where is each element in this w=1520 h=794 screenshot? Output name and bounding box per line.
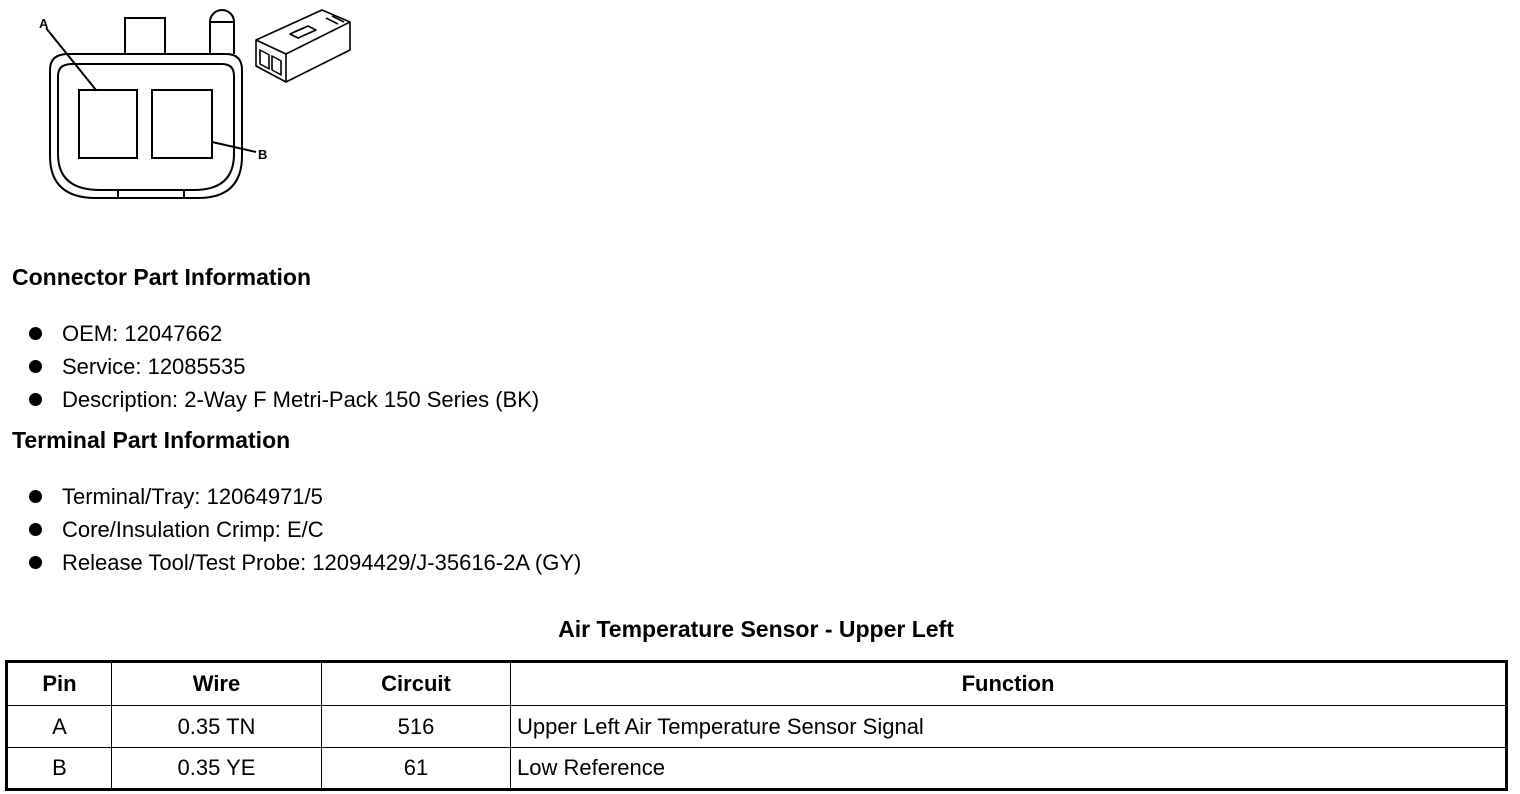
cell-wire: 0.35 TN: [112, 706, 322, 748]
connector-info-list: [28, 317, 539, 416]
cell-pin: A: [7, 706, 112, 748]
cell-circuit: 61: [322, 748, 511, 790]
column-header-function: Function: [511, 662, 1507, 706]
terminal-info-tray: [28, 480, 581, 513]
connector-info-heading: Connector Part Information: [12, 264, 312, 290]
list-item-text: Terminal/Tray: 12064971/5: [62, 484, 323, 509]
table-row: [7, 706, 1507, 748]
list-item-text: Service: 12085535: [62, 354, 246, 379]
connector-isometric-diagram: [250, 4, 360, 88]
cell-wire: 0.35 YE: [112, 748, 322, 790]
connector-info-description: [28, 383, 539, 416]
column-header-circuit: Circuit: [322, 662, 511, 706]
table-title: Air Temperature Sensor - Upper Left: [558, 616, 954, 642]
cell-function: Upper Left Air Temperature Sensor Signal: [511, 706, 1507, 748]
pin-label-a: A: [39, 16, 49, 31]
column-header-pin: Pin: [7, 662, 112, 706]
list-item-text: Description: 2-Way F Metri-Pack 150 Series (BK): [62, 387, 540, 412]
terminal-info-list: [28, 480, 581, 579]
cell-circuit: 516: [322, 706, 511, 748]
bullet-icon: [29, 490, 42, 503]
terminal-info-release-tool: [28, 546, 581, 579]
list-item-text: Release Tool/Test Probe: 12094429/J-35616-2A (GY): [62, 550, 582, 575]
cell-function: Low Reference: [511, 748, 1507, 790]
connector-info-service: [28, 350, 539, 383]
bullet-icon: [29, 327, 42, 340]
bullet-icon: [29, 556, 42, 569]
terminal-info-crimp: [28, 513, 581, 546]
list-item-text: OEM: 12047662: [62, 321, 223, 346]
table-row: [7, 748, 1507, 790]
pin-label-b: B: [258, 147, 268, 162]
bullet-icon: [29, 523, 42, 536]
column-header-wire: Wire: [112, 662, 322, 706]
cell-pin: B: [7, 748, 112, 790]
bullet-icon: [29, 360, 42, 373]
pinout-table: [5, 660, 1508, 791]
connector-face-diagram: [28, 6, 288, 212]
bullet-icon: [29, 393, 42, 406]
table-header-row: [7, 662, 1507, 706]
terminal-info-heading: Terminal Part Information: [12, 427, 291, 453]
list-item-text: Core/Insulation Crimp: E/C: [62, 517, 324, 542]
connector-info-oem: [28, 317, 539, 350]
